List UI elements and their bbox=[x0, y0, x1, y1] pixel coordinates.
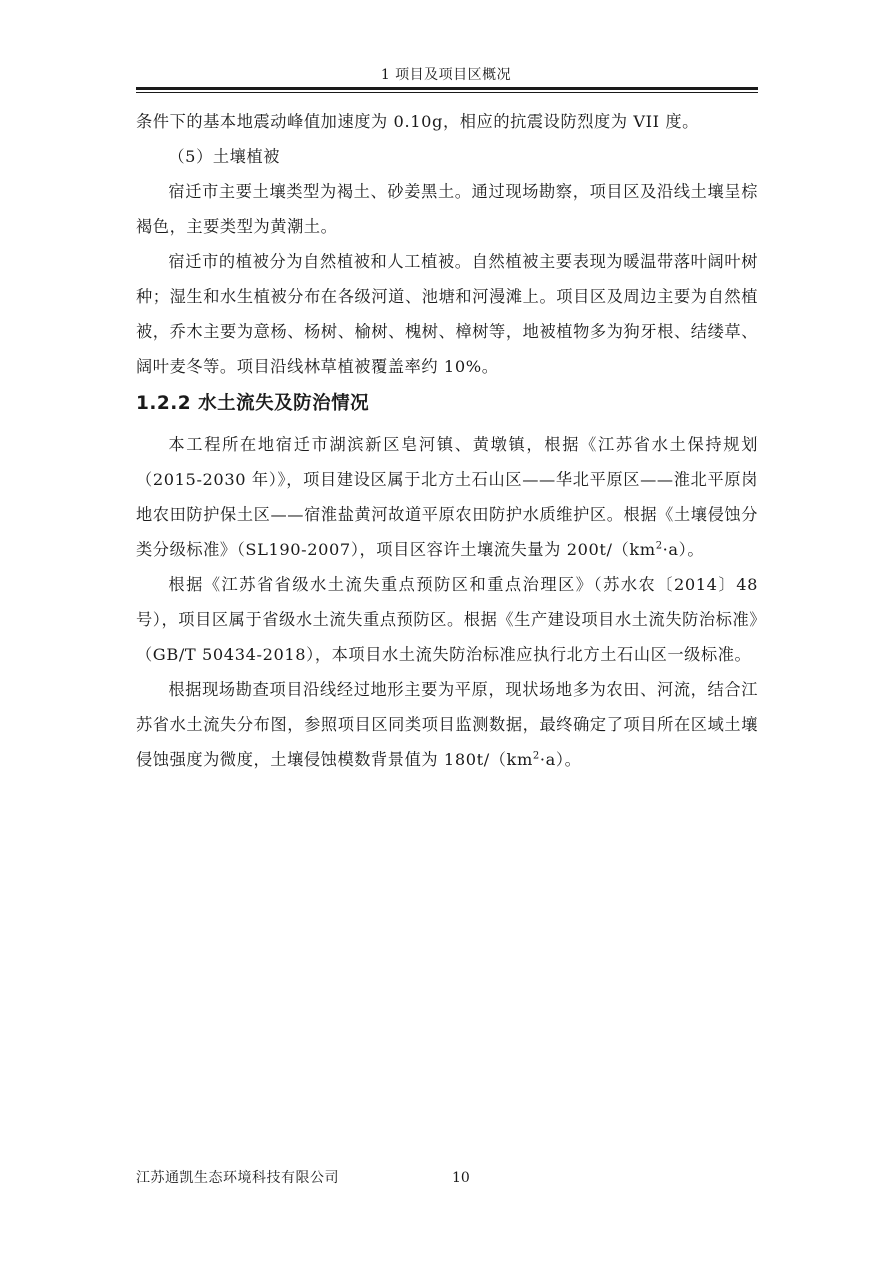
header-rule-thin bbox=[136, 92, 758, 93]
body-text bbox=[136, 104, 758, 777]
chapter-header: 1 项目及项目区概况 bbox=[380, 67, 512, 83]
header-rule-thick bbox=[136, 87, 758, 90]
superscript: 2 bbox=[532, 750, 540, 762]
paragraph-seismic: 条件下的基本地震动峰值加速度为 0.10g，相应的抗震设防烈度为 VII 度。 bbox=[136, 112, 699, 131]
paragraph-vegetation: 宿迁市的植被分为自然植被和人工植被。自然植被主要表现为暖温带落叶阔叶树种；湿生和水生植被分布在各级河道、池塘和河漫滩上。项目区及周边主要为自然植被，乔木主要为意杨、杨树、榆树、槐树、樟树等，地被植物多为狗牙根、结缕草、阔叶麦冬等。项目沿线林草植被覆盖率约 10%。 bbox=[136, 252, 758, 376]
paragraph-erosion-intensity-text: 根据现场勘查项目沿线经过地形主要为平原，现状场地多为农田、河流，结合江苏省水土流失分布图，参照项目区同类项目监测数据，最终确定了项目所在区域土壤侵蚀强度为微度，土壤侵蚀模数背景值为 180t/（km bbox=[136, 680, 758, 769]
paragraph-erosion-zoning bbox=[136, 427, 758, 567]
paragraph-erosion-zoning-text: 本工程所在地宿迁市湖滨新区皂河镇、黄墩镇，根据《江苏省水土保持规划（2015-2030 年）》，项目建设区属于北方土石山区——华北平原区——淮北平原岗地农田防护保土区——宿淮盐黄河故道平原农田防护水质维护区。根据《土壤侵蚀分类分级标准》（SL190-2007），项目区容许土壤流失量为 200t/（km bbox=[136, 435, 758, 559]
page-number: 10 bbox=[452, 1170, 470, 1186]
paragraph-erosion-intensity-unit: ·a）。 bbox=[539, 750, 582, 769]
paragraph-prevention-standard: 根据《江苏省省级水土流失重点预防区和重点治理区》（苏水农〔2014〕48 号），项目区属于省级水土流失重点预防区。根据《生产建设项目水土流失防治标准》（GB/T 50434-2018），本项目水土流失防治标准应执行北方土石山区一级标准。 bbox=[136, 575, 758, 664]
footer-company: 江苏通凯生态环境科技有限公司 bbox=[136, 1170, 339, 1186]
paragraph-erosion-intensity bbox=[136, 672, 758, 777]
paragraph-erosion-zoning-unit: ·a）。 bbox=[662, 540, 705, 559]
section-heading: 1.2.2 水土流失及防治情况 bbox=[136, 393, 370, 414]
subsection-title-soil-vegetation: （5）土壤植被 bbox=[168, 147, 281, 166]
superscript: 2 bbox=[655, 540, 663, 552]
paragraph-soil: 宿迁市主要土壤类型为褐土、砂姜黑土。通过现场勘察，项目区及沿线土壤呈棕褐色，主要类型为黄潮土。 bbox=[136, 182, 758, 236]
